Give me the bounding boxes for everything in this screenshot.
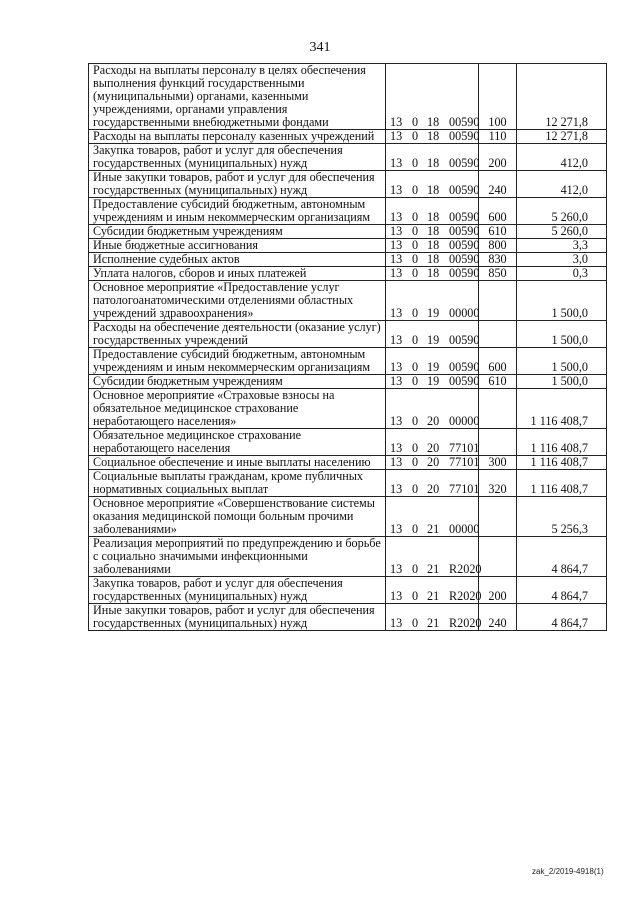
code-part-c1: 13	[390, 183, 403, 197]
table-row	[89, 577, 607, 604]
expense-type-cell: 800	[479, 239, 517, 253]
code-part-c4: 00590	[449, 266, 480, 280]
code-part-c2: 0	[412, 210, 419, 224]
code-part-c4: R2020	[449, 616, 482, 630]
budget-table-body	[89, 64, 607, 631]
code-part-c2: 0	[412, 522, 419, 536]
code-part-c2: 0	[412, 562, 419, 576]
code-part-c2: 0	[412, 441, 419, 455]
code-part-c3: 20	[427, 414, 440, 428]
code-part-c1: 13	[390, 156, 403, 170]
expense-name-cell: Иные закупки товаров, работ и услуг для обеспечения государственных (муниципальных) нужд	[89, 171, 386, 198]
code-part-c2: 0	[412, 616, 419, 630]
code-part-c1: 13	[390, 115, 403, 129]
code-part-c1: 13	[390, 441, 403, 455]
code-part-c1: 13	[390, 306, 403, 320]
code-part-c1: 13	[390, 589, 403, 603]
amount-cell: 5 256,3	[517, 497, 607, 537]
code-part-c1: 13	[390, 522, 403, 536]
code-part-c4: 00000	[449, 306, 480, 320]
code-part-c3: 18	[427, 115, 440, 129]
expense-type-cell: 300	[479, 456, 517, 470]
code-part-c1: 13	[390, 360, 403, 374]
expense-name-cell: Закупка товаров, работ и услуг для обеспечения государственных (муниципальных) нужд	[89, 144, 386, 171]
target-article-code-cell	[386, 64, 479, 130]
table-row	[89, 389, 607, 429]
table-row	[89, 604, 607, 631]
expense-name-cell: Субсидии бюджетным учреждениям	[89, 375, 386, 389]
expense-name-cell: Иные закупки товаров, работ и услуг для обеспечения государственных (муниципальных) нужд	[89, 604, 386, 631]
table-row	[89, 537, 607, 577]
table-row	[89, 375, 607, 389]
expense-name-cell: Субсидии бюджетным учреждениям	[89, 225, 386, 239]
code-part-c4: 00590	[449, 333, 480, 347]
code-part-c1: 13	[390, 482, 403, 496]
target-article-code-cell	[386, 577, 482, 604]
target-article-code-cell	[386, 456, 479, 470]
code-part-c1: 13	[390, 333, 403, 347]
table-row	[89, 348, 607, 375]
code-part-c3: 18	[427, 238, 440, 252]
expense-name-cell: Расходы на выплаты персоналу в целях обеспечения выполнения функций государственными (муниципальными) органами, казенными учреждениями, органами управления государственными внебюджетными фондами	[89, 64, 386, 130]
code-part-c4: 00000	[449, 522, 480, 536]
code-part-c2: 0	[412, 115, 419, 129]
code-part-c2: 0	[412, 333, 419, 347]
expense-type-cell: 110	[479, 130, 517, 144]
document-reference: zak_2/2019-4918(1)	[532, 867, 604, 876]
expense-type-cell: 610	[479, 375, 517, 389]
expense-name-cell: Исполнение судебных актов	[89, 253, 386, 267]
code-part-c1: 13	[390, 455, 403, 469]
code-part-c2: 0	[412, 589, 419, 603]
expense-name-cell: Уплата налогов, сборов и иных платежей	[89, 267, 386, 281]
target-article-code-cell	[386, 130, 479, 144]
code-part-c1: 13	[390, 238, 403, 252]
target-article-code-cell	[386, 604, 482, 631]
code-part-c4: R2020	[449, 589, 482, 603]
expense-type-cell: 830	[479, 253, 517, 267]
target-article-code-cell	[386, 198, 479, 225]
table-row	[89, 253, 607, 267]
expense-name-cell: Закупка товаров, работ и услуг для обеспечения государственных (муниципальных) нужд	[89, 577, 386, 604]
code-part-c4: R2020	[449, 562, 482, 576]
code-part-c4: 00590	[449, 224, 480, 238]
amount-cell: 412,0	[517, 171, 607, 198]
code-part-c4: 00590	[449, 238, 480, 252]
code-part-c4: 77101	[449, 455, 480, 469]
code-part-c4: 00590	[449, 129, 480, 143]
amount-cell: 1 500,0	[517, 375, 607, 389]
table-row	[89, 497, 607, 537]
code-part-c2: 0	[412, 156, 419, 170]
amount-cell: 12 271,8	[517, 130, 607, 144]
code-part-c3: 21	[427, 562, 440, 576]
target-article-code-cell	[386, 321, 479, 348]
code-part-c3: 18	[427, 183, 440, 197]
code-part-c2: 0	[412, 482, 419, 496]
expense-name-cell: Реализация мероприятий по предупреждению и борьбе с социально значимыми инфекционными заболеваниями	[89, 537, 386, 577]
target-article-code-cell	[386, 470, 479, 497]
expense-name-cell: Основное мероприятие «Совершенствование системы оказания медицинской помощи больным прочими заболеваниями»	[89, 497, 386, 537]
amount-cell: 5 260,0	[517, 198, 607, 225]
amount-cell: 1 116 408,7	[517, 456, 607, 470]
page-number: 341	[309, 40, 331, 55]
table-row	[89, 456, 607, 470]
expense-name-cell: Расходы на обеспечение деятельности (оказание услуг) государственных учреждений	[89, 321, 386, 348]
expense-name-cell: Расходы на выплаты персоналу казенных учреждений	[89, 130, 386, 144]
table-row	[89, 225, 607, 239]
code-part-c2: 0	[412, 252, 419, 266]
amount-cell: 1 116 408,7	[517, 389, 607, 429]
amount-cell: 412,0	[517, 144, 607, 171]
table-row	[89, 64, 607, 130]
target-article-code-cell	[386, 389, 479, 429]
amount-cell: 1 500,0	[517, 281, 607, 321]
table-row	[89, 321, 607, 348]
table-row	[89, 144, 607, 171]
amount-cell: 1 116 408,7	[517, 429, 607, 456]
code-part-c1: 13	[390, 210, 403, 224]
expense-name-cell: Предоставление субсидий бюджетным, автономным учреждениям и иным некоммерческим организациям	[89, 348, 386, 375]
code-part-c3: 19	[427, 306, 440, 320]
amount-cell: 3,0	[517, 253, 607, 267]
code-part-c3: 20	[427, 482, 440, 496]
code-part-c4: 00590	[449, 115, 480, 129]
amount-cell: 1 500,0	[517, 348, 607, 375]
code-part-c3: 18	[427, 224, 440, 238]
target-article-code-cell	[386, 281, 479, 321]
code-part-c3: 21	[427, 616, 440, 630]
code-part-c3: 20	[427, 441, 440, 455]
code-part-c2: 0	[412, 414, 419, 428]
expense-type-cell: 100	[479, 64, 517, 130]
code-part-c2: 0	[412, 183, 419, 197]
target-article-code-cell	[386, 253, 479, 267]
code-part-c4: 00590	[449, 183, 480, 197]
code-part-c3: 19	[427, 374, 440, 388]
target-article-code-cell	[386, 225, 479, 239]
expense-type-cell: 200	[479, 577, 517, 604]
target-article-code-cell	[386, 497, 479, 537]
code-part-c4: 77101	[449, 441, 480, 455]
code-part-c2: 0	[412, 266, 419, 280]
table-row	[89, 171, 607, 198]
code-part-c1: 13	[390, 224, 403, 238]
code-part-c4: 00590	[449, 252, 480, 266]
code-part-c3: 18	[427, 210, 440, 224]
code-part-c2: 0	[412, 374, 419, 388]
code-part-c2: 0	[412, 224, 419, 238]
code-part-c4: 00590	[449, 360, 480, 374]
code-part-c4: 00590	[449, 210, 480, 224]
amount-cell: 1 116 408,7	[517, 470, 607, 497]
code-part-c1: 13	[390, 266, 403, 280]
target-article-code-cell	[386, 537, 482, 577]
code-part-c1: 13	[390, 129, 403, 143]
target-article-code-cell	[386, 239, 479, 253]
amount-cell: 5 260,0	[517, 225, 607, 239]
amount-cell: 4 864,7	[517, 577, 607, 604]
code-part-c2: 0	[412, 238, 419, 252]
code-part-c3: 19	[427, 333, 440, 347]
table-row	[89, 130, 607, 144]
amount-cell: 4 864,7	[517, 537, 607, 577]
code-part-c3: 20	[427, 455, 440, 469]
code-part-c4: 00000	[449, 414, 480, 428]
amount-cell: 0,3	[517, 267, 607, 281]
code-part-c4: 00590	[449, 156, 480, 170]
target-article-code-cell	[386, 267, 479, 281]
table-row	[89, 470, 607, 497]
expense-name-cell: Предоставление субсидий бюджетным, автономным учреждениям и иным некоммерческим организациям	[89, 198, 386, 225]
amount-cell: 4 864,7	[517, 604, 607, 631]
expense-type-cell: 240	[479, 171, 517, 198]
expense-name-cell: Социальные выплаты гражданам, кроме публичных нормативных социальных выплат	[89, 470, 386, 497]
target-article-code-cell	[386, 171, 479, 198]
expense-name-cell: Основное мероприятие «Страховые взносы на обязательное медицинское страхование неработающего населения»	[89, 389, 386, 429]
code-part-c3: 18	[427, 252, 440, 266]
code-part-c3: 18	[427, 266, 440, 280]
code-part-c3: 18	[427, 129, 440, 143]
target-article-code-cell	[386, 348, 479, 375]
expense-type-cell: 600	[479, 348, 517, 375]
expense-type-cell: 200	[479, 144, 517, 171]
expense-name-cell: Обязательное медицинское страхование неработающего населения	[89, 429, 386, 456]
target-article-code-cell	[386, 375, 479, 389]
table-row	[89, 239, 607, 253]
expense-name-cell: Основное мероприятие «Предоставление услуг патологоанатомическими отделениями областных учреждений здравоохранения»	[89, 281, 386, 321]
expense-type-cell: 610	[479, 225, 517, 239]
expense-name-cell: Социальное обеспечение и иные выплаты населению	[89, 456, 386, 470]
code-part-c3: 19	[427, 360, 440, 374]
expense-type-cell: 600	[479, 198, 517, 225]
code-part-c1: 13	[390, 414, 403, 428]
target-article-code-cell	[386, 144, 479, 171]
budget-table	[88, 63, 607, 631]
expense-type-cell: 320	[479, 470, 517, 497]
code-part-c1: 13	[390, 616, 403, 630]
code-part-c3: 18	[427, 156, 440, 170]
code-part-c2: 0	[412, 455, 419, 469]
expense-type-cell: 240	[479, 604, 517, 631]
amount-cell: 12 271,8	[517, 64, 607, 130]
expense-name-cell: Иные бюджетные ассигнования	[89, 239, 386, 253]
code-part-c2: 0	[412, 306, 419, 320]
code-part-c4: 77101	[449, 482, 480, 496]
code-part-c3: 21	[427, 589, 440, 603]
code-part-c4: 00590	[449, 374, 480, 388]
code-part-c2: 0	[412, 360, 419, 374]
expense-type-cell: 850	[479, 267, 517, 281]
amount-cell: 3,3	[517, 239, 607, 253]
table-row	[89, 281, 607, 321]
code-part-c1: 13	[390, 374, 403, 388]
code-part-c1: 13	[390, 252, 403, 266]
table-row	[89, 429, 607, 456]
code-part-c3: 21	[427, 522, 440, 536]
code-part-c1: 13	[390, 562, 403, 576]
target-article-code-cell	[386, 429, 479, 456]
table-row	[89, 267, 607, 281]
code-part-c2: 0	[412, 129, 419, 143]
amount-cell: 1 500,0	[517, 321, 607, 348]
table-row	[89, 198, 607, 225]
